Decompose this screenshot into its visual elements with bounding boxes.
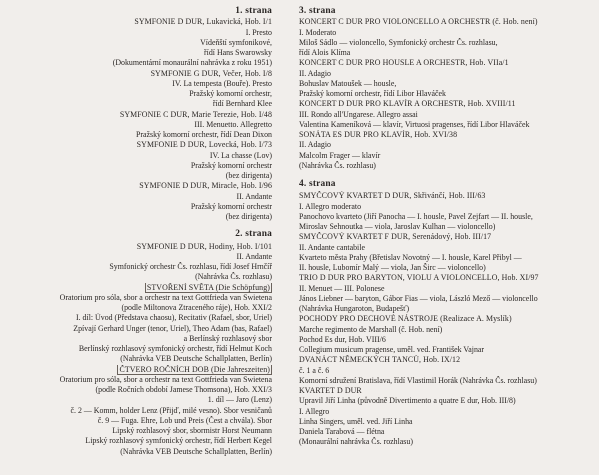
track-line bbox=[299, 304, 597, 314]
line-text: Pochod Es dur, Hob. VIII/6 bbox=[299, 334, 386, 344]
work-title bbox=[299, 355, 597, 365]
line-text: a Berlínský rozhlasový sbor bbox=[183, 333, 272, 343]
track-line bbox=[0, 406, 272, 416]
line-text: STVOŘENÍ SVĚTA (Die Schöpfung) bbox=[146, 282, 270, 292]
track-line bbox=[299, 396, 597, 406]
track-line bbox=[299, 366, 597, 376]
work-title bbox=[0, 17, 272, 27]
track-line bbox=[0, 436, 272, 446]
track-line bbox=[299, 222, 597, 232]
line-text: Marche regimento de Marshall (č. Hob. není) bbox=[299, 324, 443, 334]
track-line bbox=[299, 140, 597, 150]
work-title bbox=[299, 191, 597, 201]
side-heading: 4. strana bbox=[299, 179, 336, 190]
track-line bbox=[299, 417, 597, 427]
track-line bbox=[0, 38, 272, 48]
left-column bbox=[0, 0, 272, 475]
track-line bbox=[0, 28, 272, 38]
track-line bbox=[299, 120, 597, 130]
line-text: II. Andante cantabile bbox=[299, 242, 365, 252]
line-text: KONCERT C DUR PRO HOUSLE A ORCHESTR, Hob. VIIa/1 bbox=[299, 58, 509, 68]
line-text: Bohuslav Matoušek — housle, bbox=[299, 78, 397, 88]
line-text: (Nahrávka VEB Deutsche Schallplatten, Berlín) bbox=[120, 354, 272, 364]
line-text: (podle Miltonova Ztraceného ráje), Hob. XXI/2 bbox=[121, 303, 272, 313]
work-title bbox=[299, 314, 597, 324]
line-text: I. Allegro moderato bbox=[299, 201, 362, 211]
line-text: (Nahrávka VEB Deutsche Schallplatten, Berlín) bbox=[120, 446, 272, 456]
line-text: Miroslav Sehnoutka — viola, Jaroslav Kulhan — violoncello) bbox=[299, 222, 496, 232]
track-line bbox=[0, 99, 272, 109]
line-text: (Nahrávka Čs. rozhlasu) bbox=[299, 160, 376, 170]
side-heading: 2. strana bbox=[235, 229, 272, 240]
work-title bbox=[0, 69, 272, 79]
line-text: IV. La tempesta (Bouře). Presto bbox=[172, 78, 272, 88]
track-line bbox=[0, 344, 272, 354]
line-text: Pražský komorní orchestr bbox=[190, 201, 272, 211]
line-text: řídí Bernhard Klee bbox=[212, 99, 272, 109]
line-text: III. Menuetto. Allegretto bbox=[194, 119, 272, 129]
track-line bbox=[299, 294, 597, 304]
line-text: Oratorium pro sóla, sbor a orchestr na text Gottfrieda van Swietena bbox=[59, 292, 272, 302]
track-line bbox=[299, 253, 597, 263]
line-text: III. Rondo all'Ungarese. Allegro assai bbox=[299, 109, 418, 119]
line-text: II. housle, Lubomír Malý — viola, Jan Širc — violoncello) bbox=[299, 263, 486, 273]
right-column bbox=[299, 0, 597, 475]
line-text: II. Adagio bbox=[299, 140, 331, 150]
line-text: Daniela Tarabová — flétna bbox=[299, 427, 385, 437]
line-text: SYMFONIE G DUR, Večer, Hob. I/8 bbox=[150, 68, 272, 78]
line-text: (Monaurální nahrávka Čs. rozhlasu) bbox=[299, 437, 413, 447]
track-line bbox=[0, 426, 272, 436]
track-line bbox=[299, 263, 597, 273]
line-text: II. Adagio bbox=[299, 68, 331, 78]
line-text: Malcolm Frager — klavír bbox=[299, 150, 381, 160]
line-text: Oratorium pro sóla, sbor a orchestr na text Gottfrieda van Swietena bbox=[59, 374, 272, 384]
line-text: KONCERT C DUR PRO VIOLONCELLO A ORCHESTR (č. Hob. není) bbox=[299, 17, 538, 27]
line-text: ČTVERO ROČNÍCH DOB (Die Jahreszeiten) bbox=[119, 364, 270, 374]
track-line bbox=[0, 313, 272, 323]
track-line bbox=[299, 335, 597, 345]
track-line bbox=[299, 110, 597, 120]
track-line bbox=[299, 79, 597, 89]
track-line bbox=[0, 395, 272, 405]
track-line bbox=[0, 334, 272, 344]
track-line bbox=[0, 120, 272, 130]
track-section bbox=[0, 229, 272, 457]
line-text: KONCERT D DUR PRO KLAVÍR A ORCHESTR, Hob. XVIII/11 bbox=[299, 99, 516, 109]
line-text: Lipský rozhlasový symfonický orchestr, řídí Herbert Kegel bbox=[85, 436, 272, 446]
line-text: (podle Ročních období Jamese Thomsona), Hob. XXI/3 bbox=[95, 385, 272, 395]
line-text: (Nahrávka Hungaroton, Budapešť) bbox=[299, 304, 410, 314]
track-line bbox=[0, 79, 272, 89]
track-line bbox=[299, 212, 597, 222]
line-text: I. díl: Úvod (Představa chaosu), Recitativ (Rafael, sbor, Uriel) bbox=[75, 313, 272, 323]
line-text: Berlínský rozhlasový symfonický orchestr, řídí Helmut Koch bbox=[78, 344, 272, 354]
line-text: (Dokumentární monaurální nahrávka z roku 1951) bbox=[112, 58, 272, 68]
work-title bbox=[0, 110, 272, 120]
line-text: IV. La chasse (Lov) bbox=[209, 150, 272, 160]
line-text: SYMFONIE D DUR, Hodiny, Hob. I/101 bbox=[136, 241, 272, 251]
track-line bbox=[0, 48, 272, 58]
track-line bbox=[0, 171, 272, 181]
track-line bbox=[0, 303, 272, 313]
work-title bbox=[0, 140, 272, 150]
line-text: (Nahrávka Čs. rozhlasu) bbox=[195, 272, 272, 282]
line-text: Collegium musicum pragense, uměl. ved. František Vajnar bbox=[299, 345, 485, 355]
line-text: řídí Hans Swarowsky bbox=[204, 48, 272, 58]
work-title bbox=[299, 232, 597, 242]
line-text: II. Andante bbox=[236, 191, 272, 201]
track-line bbox=[0, 354, 272, 364]
work-title bbox=[0, 283, 272, 293]
line-text: Lipský rozhlasový sbor, sbormistr Horst Neumann bbox=[112, 426, 272, 436]
line-text: DVANÁCT NĚMECKÝCH TANCŮ, Hob. IX/12 bbox=[299, 355, 461, 365]
track-line bbox=[0, 212, 272, 222]
work-title bbox=[299, 273, 597, 283]
work-title bbox=[0, 365, 272, 375]
track-line bbox=[299, 345, 597, 355]
track-line bbox=[299, 202, 597, 212]
track-line bbox=[299, 151, 597, 161]
line-text: č. 9 — Fuga. Ehre, Lob und Preis (Čest a chvála). Sbor bbox=[97, 415, 272, 425]
track-line bbox=[0, 252, 272, 262]
line-text: II. Andante bbox=[236, 251, 272, 261]
line-text: Panochovo kvarteto (Jiří Panocha — I. housle, Pavel Zejfart — II. housle, bbox=[299, 211, 533, 221]
track-line bbox=[0, 272, 272, 282]
track-line bbox=[299, 28, 597, 38]
track-line bbox=[0, 447, 272, 457]
track-line bbox=[0, 161, 272, 171]
line-text: Upravil Jiří Linha (původně Divertimento a quatre E dur, Hob. III/8) bbox=[299, 396, 516, 406]
line-text: Valentina Kameníková — klavír, Virtuosi pragenses, řídí Libor Hlaváček bbox=[299, 119, 530, 129]
track-line bbox=[0, 130, 272, 140]
track-line bbox=[0, 202, 272, 212]
track-line bbox=[0, 293, 272, 303]
line-text: SONÁTA ES DUR PRO KLAVÍR, Hob. XVI/38 bbox=[299, 130, 458, 140]
track-line bbox=[299, 243, 597, 253]
track-line bbox=[299, 69, 597, 79]
track-line bbox=[299, 284, 597, 294]
track-line bbox=[0, 89, 272, 99]
line-text: 1. díl — Jaro (Lenz) bbox=[207, 395, 272, 405]
work-title bbox=[299, 58, 597, 68]
track-line bbox=[299, 161, 597, 171]
line-text: I. Moderato bbox=[299, 27, 337, 37]
track-section bbox=[299, 179, 597, 448]
line-text: Vídeňští symfonikové, bbox=[200, 37, 272, 47]
line-text: Pražský komorní orchestr, bbox=[189, 89, 272, 99]
line-text: Komorní sdružení Bratislava, řídí Vlastimil Horák (Nahrávka Čs. rozhlasu) bbox=[299, 375, 537, 385]
work-title bbox=[299, 386, 597, 396]
line-text: (bez dirigenta) bbox=[225, 171, 272, 181]
line-text: Zpívají Gerhard Unger (tenor, Uriel), Theo Adam (bas, Rafael) bbox=[73, 323, 272, 333]
line-text: SYMFONIE C DUR, Marie Terezie, Hob. I/48 bbox=[119, 109, 272, 119]
track-line bbox=[299, 48, 597, 58]
line-text: KVARTET D DUR bbox=[299, 386, 362, 396]
track-line bbox=[0, 324, 272, 334]
side-heading: 3. strana bbox=[299, 6, 336, 16]
line-text: SMYČCOVÝ KVARTET F DUR, Serenádový, Hob. III/17 bbox=[299, 232, 492, 242]
track-section bbox=[299, 6, 597, 171]
track-line bbox=[0, 375, 272, 385]
line-text: SYMFONIE D DUR, Lovecká, Hob. I/73 bbox=[136, 140, 272, 150]
work-title bbox=[299, 130, 597, 140]
track-line bbox=[0, 385, 272, 395]
line-text: Symfonický orchestr Čs. rozhlasu, řídí Josef Hrnčíř bbox=[109, 262, 272, 272]
work-title bbox=[299, 17, 597, 27]
track-line bbox=[299, 89, 597, 99]
track-line bbox=[299, 407, 597, 417]
track-line bbox=[299, 38, 597, 48]
track-section bbox=[0, 6, 272, 222]
line-text: II. Menuet — III. Polonese bbox=[299, 283, 385, 293]
track-line bbox=[299, 427, 597, 437]
line-text: János Liebner — baryton, Gábor Fias — viola, László Mező — violoncello bbox=[299, 293, 538, 303]
track-line bbox=[299, 325, 597, 335]
work-title bbox=[299, 99, 597, 109]
track-line bbox=[299, 376, 597, 386]
line-text: I. Allegro bbox=[299, 406, 330, 416]
track-line bbox=[299, 437, 597, 447]
track-line bbox=[0, 416, 272, 426]
line-text: Miloš Sádlo — violoncello, Symfonický orchestr Čs. rozhlasu, bbox=[299, 37, 498, 47]
line-text: Kvarteto města Prahy (Břetislav Novotný — I. housle, Karel Přibyl — bbox=[299, 252, 522, 262]
line-text: Pražský komorní orchestr, řídí Dean Dixon bbox=[136, 130, 272, 140]
work-title bbox=[0, 181, 272, 191]
line-text: řídí Alois Klíma bbox=[299, 48, 351, 58]
line-text: SYMFONIE D DUR, Miracle, Hob. I/96 bbox=[139, 181, 272, 191]
line-text: I. Presto bbox=[245, 27, 272, 37]
line-text: Pražský komorní orchestr bbox=[190, 160, 272, 170]
track-line bbox=[0, 192, 272, 202]
line-text: Linha Singers, uměl. ved. Jiří Linha bbox=[299, 416, 413, 426]
line-text: POCHODY PRO DECHOVÉ NÁSTROJE (Realizace A. Myslík) bbox=[299, 314, 512, 324]
track-line bbox=[0, 58, 272, 68]
line-text: č. 2 — Komm, holder Lenz (Přijď, milé vesno). Sbor vesničanů bbox=[70, 405, 272, 415]
line-text: SYMFONIE D DUR, Lukavická, Hob. I/1 bbox=[134, 17, 272, 27]
line-text: TRIO D DUR PRO BARYTON, VIOLU A VIOLONCELLO, Hob. XI/97 bbox=[299, 273, 539, 283]
line-text: Pražský komorní orchestr, řídí Libor Hlaváček bbox=[299, 89, 446, 99]
track-line bbox=[0, 151, 272, 161]
side-heading: 1. strana bbox=[235, 6, 272, 16]
line-text: (bez dirigenta) bbox=[225, 212, 272, 222]
line-text: č. 1 a č. 6 bbox=[299, 365, 330, 375]
line-text: SMYČCOVÝ KVARTET D DUR, Skřivánčí, Hob. III/63 bbox=[299, 191, 486, 201]
work-title bbox=[0, 242, 272, 252]
track-line bbox=[0, 262, 272, 272]
